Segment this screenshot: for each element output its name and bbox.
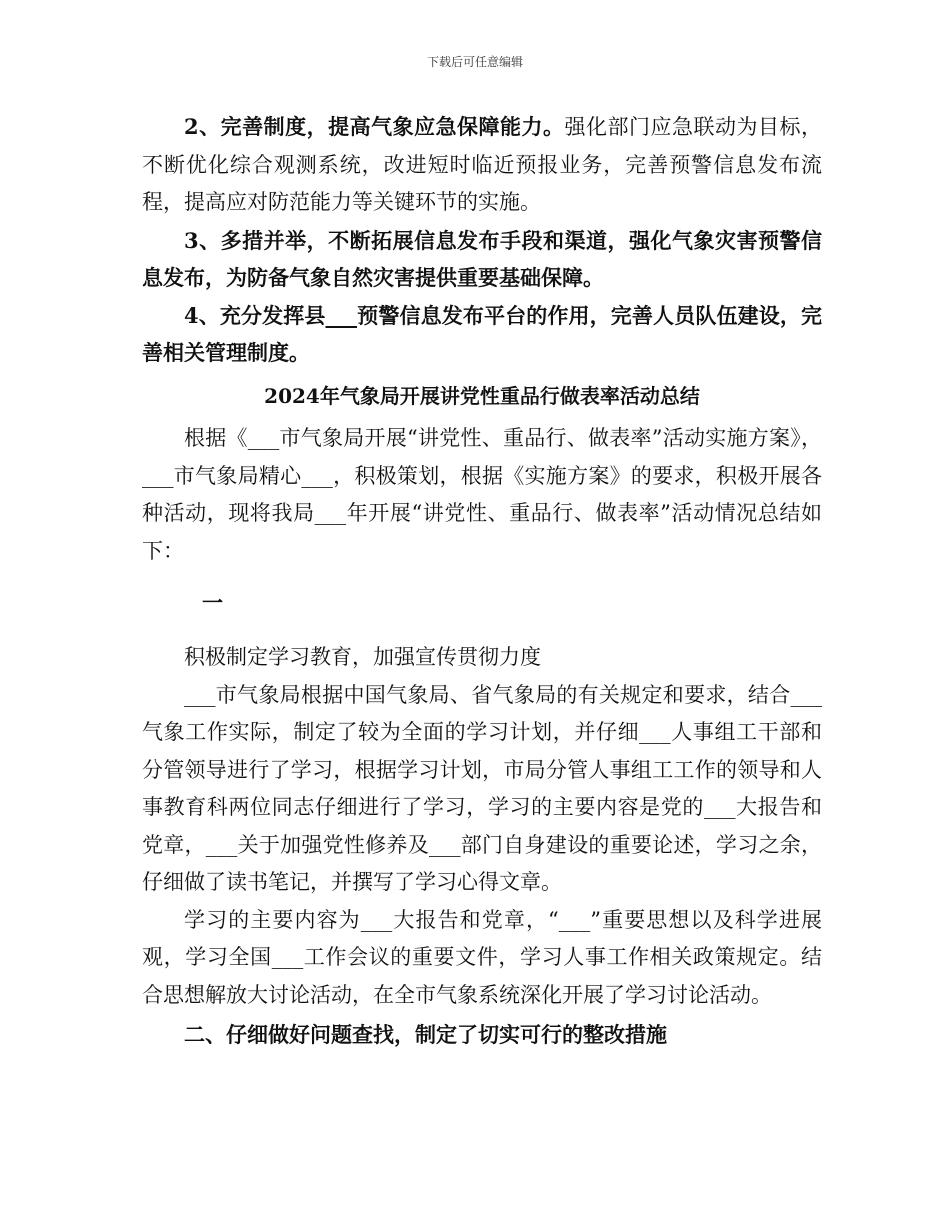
document-title: 2024年气象局开展讲党性重品行做表率活动总结 — [264, 383, 700, 408]
item-2-lead: 2、完善制度，提高气象应急保障能力。 — [184, 114, 565, 139]
section-1-paragraph-2: 学习的主要内容为___大报告和党章，“___”重要思想以及科学进展观，学习全国___工作会议的重要文件，学习人事工作相关政策规定。结合思想解放大讨论活动，在全市气象系统深化开展了学习讨论活动。 — [142, 907, 822, 1007]
item-3-paragraph — [142, 222, 822, 297]
document-body — [142, 108, 822, 1054]
section-1-marker: 一 — [202, 590, 223, 615]
item-4-lead: 4、充分发挥县___预警信息发布平台的作用，完善人员队伍建设，完善相关管理制度。 — [142, 302, 822, 365]
section-1-paragraph-1: ___市气象局根据中国气象局、省气象局的有关规定和要求，结合___气象工作实际，制定了较为全面的学习计划，并仔细___人事组工干部和分管领导进行了学习，根据学习计划，市局分管人事组工工作的领导和人事教育科两位同志仔细进行了学习，学习的主要内容是党的___大报告和党章，___关于加强党性修养及___部门自身建设的重要论述，学习之余，仔细做了读书笔记，并撰写了学习心得文章。 — [142, 682, 822, 894]
section-2-heading: 二、仔细做好问题查找，制定了切实可行的整改措施 — [184, 1022, 667, 1047]
item-2-paragraph — [142, 108, 822, 222]
item-3-lead: 3、多措并举，不断拓展信息发布手段和渠道，强化气象灾害预警信息发布，为防备气象自然灾害提供重要基础保障。 — [142, 227, 822, 290]
header-note: 下载后可任意编辑 — [426, 55, 523, 69]
item-2-body: 强化部门应急联动为目标，不断优化综合观测系统，改进短时临近预报业务，完善预警信息发布流程，提高应对防范能力等关键环节的实施。 — [142, 115, 822, 214]
intro-paragraph: 根据《___市气象局开展“讲党性、重品行、做表率”活动实施方案》，___市气象局精心___，积极策划，根据《实施方案》的要求，积极开展各种活动，现将我局___年开展“讲党性、重品行、做表率”活动情况总结如下： — [142, 426, 822, 563]
item-4-paragraph — [142, 297, 822, 372]
section-1-heading: 积极制定学习教育，加强宣传贯彻力度 — [184, 645, 541, 669]
